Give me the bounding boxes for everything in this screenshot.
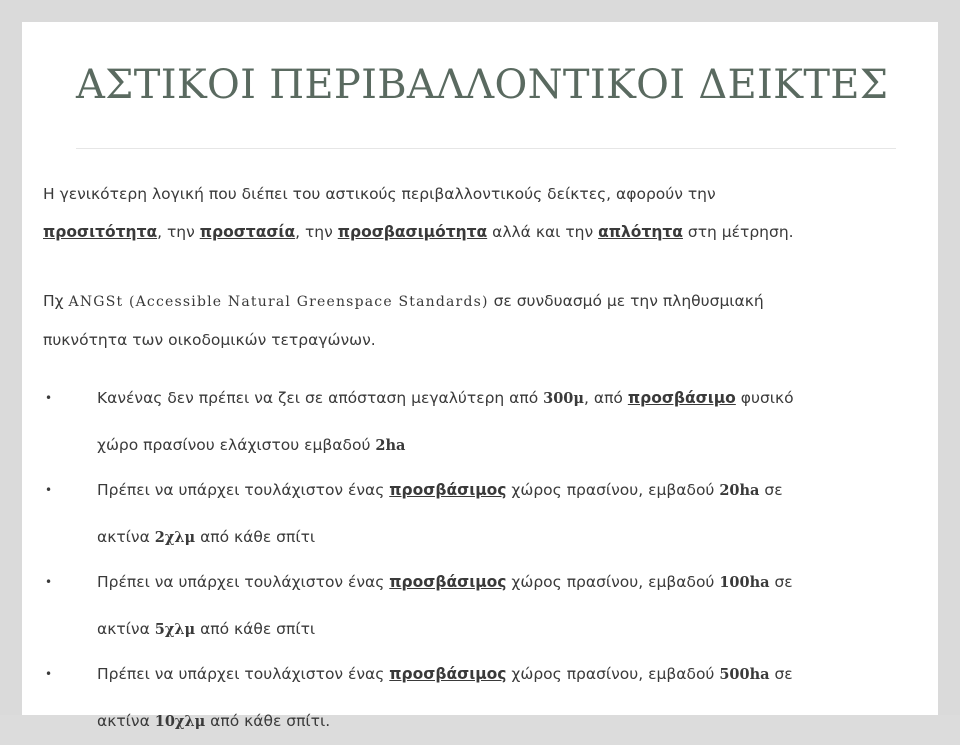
intro-paragraph [43, 175, 794, 251]
intro-sep-1: , την [157, 223, 200, 241]
intro-line-2 [43, 213, 794, 251]
example-line-2: πυκνότητα των οικοδομικών τετραγώνων. [43, 331, 376, 349]
bullet-line-1 [97, 375, 794, 422]
slide-card [22, 22, 938, 730]
example-paragraph [43, 282, 764, 359]
bullet-text: χώρος πρασίνου, εμβαδού [506, 665, 720, 683]
intro-sep-3: αλλά και την [487, 223, 599, 241]
bullet-text: χώρος πρασίνου, εμβαδού [506, 481, 720, 499]
intro-line-1: Η γενικότερη λογική που διέπει του αστικούς περιβαλλοντικούς δείκτες, αφορούν την [43, 185, 716, 203]
bullet-line-1 [97, 651, 794, 698]
slide-title: ΑΣΤΙΚΟΙ ΠΕΡΙΒΑΛΛΟΝΤΙΚΟΙ ΔΕΙΚΤΕΣ [76, 62, 889, 108]
bullet-keyword: προσβάσιμο [627, 389, 736, 407]
bullet-text: Πρέπει να υπάρχει τουλάχιστον ένας [97, 573, 390, 591]
bullet-text: χώρο πρασίνου ελάχιστου εμβαδού [97, 436, 376, 454]
bullet-text: από κάθε σπίτι. [205, 712, 331, 730]
bullet-text: ακτίνα [97, 528, 155, 546]
bullet-text: από κάθε σπίτι [195, 620, 316, 638]
example-line-1 [43, 282, 764, 321]
bullet-number: 5χλμ [154, 621, 196, 638]
list-item [43, 651, 794, 743]
bullet-number: 20ha [719, 482, 760, 499]
bullet-dot-icon: • [45, 483, 53, 497]
bullet-line-1 [97, 559, 794, 606]
keyword-accessibility-price: προσιτότητα [43, 223, 158, 241]
bullet-number: 2χλμ [154, 529, 196, 546]
bullet-text: Πρέπει να υπάρχει τουλάχιστον ένας [97, 665, 390, 683]
bullet-text: σε [759, 481, 783, 499]
bullet-keyword: προσβάσιμος [389, 665, 507, 683]
bullet-text: , από [584, 389, 628, 407]
keyword-accessibility: προσβασιμότητα [337, 223, 488, 241]
bullet-number: 500ha [719, 666, 770, 683]
bullet-number: 100ha [719, 574, 770, 591]
bullet-number: 2ha [375, 437, 406, 454]
bullet-text: σε [769, 573, 793, 591]
bullet-line-2 [97, 698, 794, 745]
bullet-line-2 [97, 514, 794, 561]
bullet-text: ακτίνα [97, 712, 155, 730]
bullet-keyword: προσβάσιμος [389, 573, 507, 591]
list-item [43, 559, 794, 651]
example-prefix: Πχ [43, 292, 69, 310]
bullet-line-2 [97, 422, 794, 469]
bullet-number: 300μ [543, 390, 585, 407]
keyword-simplicity: απλότητα [598, 223, 683, 241]
bullet-dot-icon: • [45, 667, 53, 681]
example-rest: σε συνδυασμό με την πληθυσμιακή [488, 292, 764, 310]
intro-sep-2: , την [295, 223, 338, 241]
bullet-dot-icon: • [45, 575, 53, 589]
title-divider [76, 148, 896, 149]
example-acronym: ANGSt (Accessible Natural Greenspace Standards) [68, 294, 489, 310]
list-item [43, 375, 794, 467]
bullet-text: Πρέπει να υπάρχει τουλάχιστον ένας [97, 481, 390, 499]
bullet-text: Κανένας δεν πρέπει να ζει σε απόσταση μεγαλύτερη από [97, 389, 544, 407]
bullet-line-2 [97, 606, 794, 653]
bullet-keyword: προσβάσιμος [389, 481, 507, 499]
keyword-protection: προστασία [199, 223, 296, 241]
bullet-text: από κάθε σπίτι [195, 528, 316, 546]
bullet-text: ακτίνα [97, 620, 155, 638]
bullet-text: χώρος πρασίνου, εμβαδού [506, 573, 720, 591]
bullet-text: σε [769, 665, 793, 683]
criteria-list [43, 375, 794, 743]
list-item [43, 467, 794, 559]
bullet-dot-icon: • [45, 391, 53, 405]
bullet-number: 10χλμ [154, 713, 206, 730]
intro-tail: στη μέτρηση. [682, 223, 794, 241]
bullet-line-1 [97, 467, 794, 514]
bullet-text: φυσικό [735, 389, 794, 407]
